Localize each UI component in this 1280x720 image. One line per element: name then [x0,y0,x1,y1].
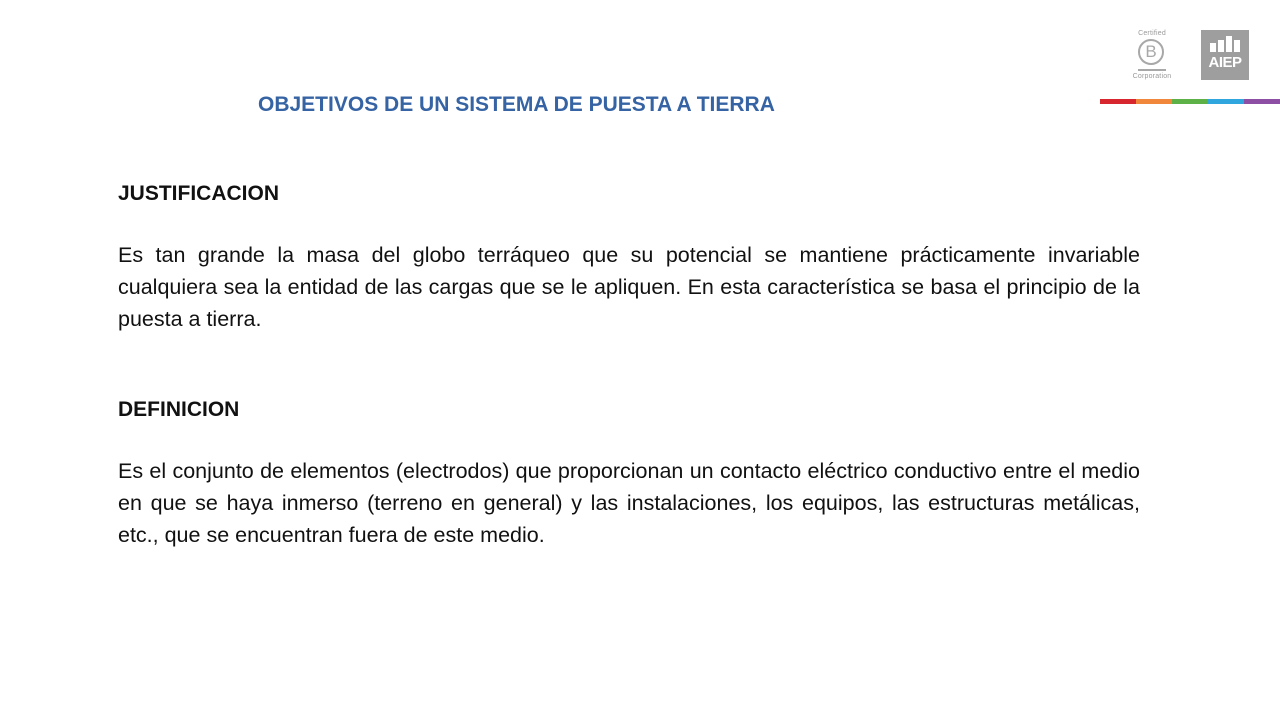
bcorp-logo [1130,30,1174,82]
section-justificacion [118,181,1140,335]
section-paragraph: Es el conjunto de elementos (electrodos) que proporcionan un contacto eléctrico conductivo entre el medio en que se haya inmerso (terreno en general) y las instalaciones, los equipos, las estructuras metálicas, etc., que se encuentran fuera de este medio. [118,459,1140,547]
bcorp-b-icon: B [1138,39,1164,65]
stripe-segment-green [1172,99,1208,104]
stripe-segment-blue [1208,99,1244,104]
bcorp-corporation-text: Corporation [1132,73,1172,80]
bcorp-certified-text: Certified [1138,30,1166,37]
aiep-logo [1201,30,1249,80]
bcorp-divider [1138,69,1166,71]
brand-color-stripe [1100,99,1280,104]
section-paragraph: Es tan grande la masa del globo terráqueo que su potencial se mantiene prácticamente invariable cualquiera sea la entidad de las cargas que se le apliquen. En esta característica se basa el principio de la puesta a tierra. [118,243,1140,331]
section-heading: JUSTIFICACION [118,182,280,205]
stripe-segment-orange [1136,99,1172,104]
section-definicion [118,397,1140,551]
stripe-segment-red [1100,99,1136,104]
aiep-building-icon [1210,36,1240,52]
slide-title: OBJETIVOS DE UN SISTEMA DE PUESTA A TIERRA [258,93,775,116]
aiep-logo-text: AIEP [1208,54,1242,71]
section-heading: DEFINICION [118,398,240,421]
stripe-segment-purple [1244,99,1280,104]
